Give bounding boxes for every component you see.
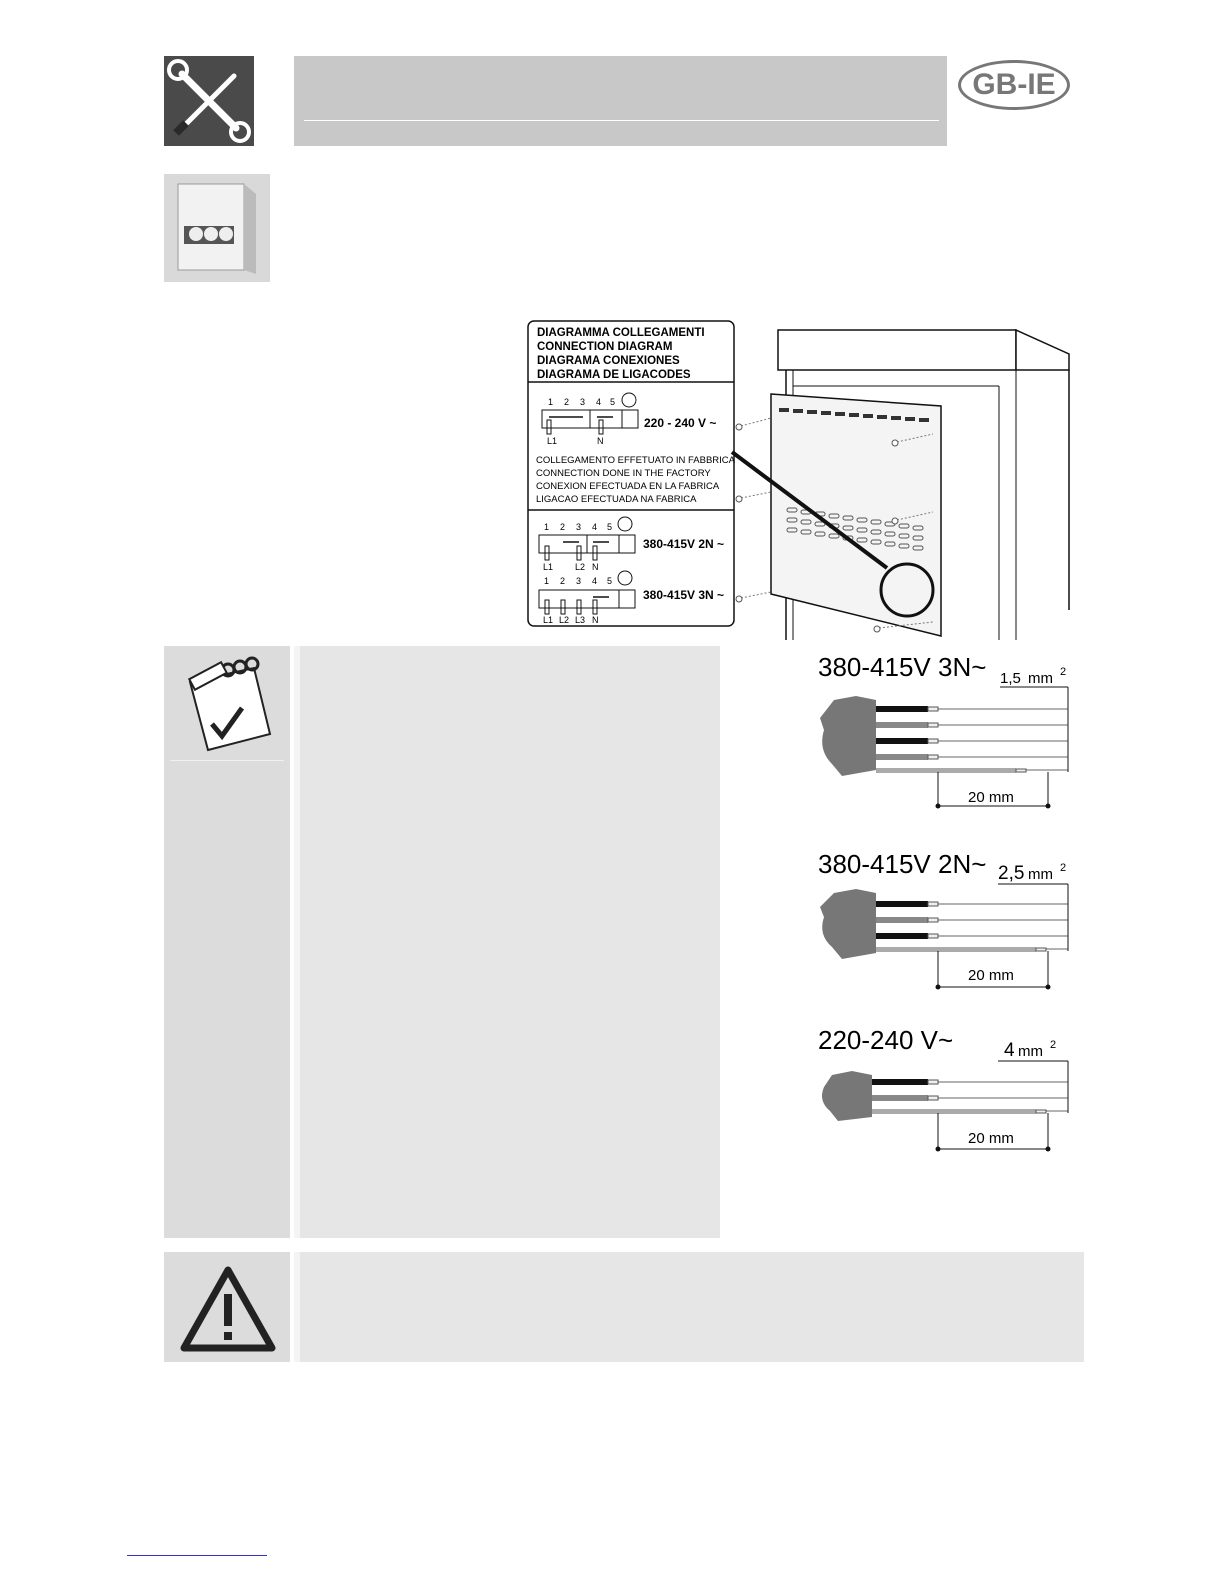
- svg-text:2: 2: [564, 397, 570, 407]
- diagram-title-pt: DIAGRAMA DE LIGACODES: [537, 369, 691, 381]
- svg-text:N: N: [592, 562, 599, 572]
- notepad-icon: [170, 652, 284, 761]
- svg-text:2: 2: [1050, 1039, 1057, 1051]
- voltage-2n: 380-415V 2N ~: [643, 537, 725, 551]
- svg-text:L2: L2: [575, 562, 586, 572]
- factory-note-en: CONNECTION DONE IN THE FACTORY: [536, 468, 711, 479]
- tools-icon: [164, 56, 254, 146]
- svg-text:3: 3: [576, 522, 582, 532]
- language-badge: GB-IE: [958, 60, 1070, 110]
- header-bar: [294, 56, 947, 146]
- cable-3n-strip: 20 mm: [968, 789, 1014, 806]
- factory-note-es: CONEXION EFECTUADA EN LA FABRICA: [536, 481, 720, 492]
- cable-220-strip: 20 mm: [968, 1130, 1014, 1147]
- diagram-title-es: DIAGRAMA CONEXIONES: [537, 355, 680, 367]
- cable-2n-strip: 20 mm: [968, 967, 1014, 984]
- cable-220-title: 220-240 V~: [818, 1025, 954, 1055]
- svg-text:mm: mm: [1028, 670, 1053, 687]
- svg-text:mm: mm: [1018, 1043, 1043, 1060]
- cable-220-section: 4: [1004, 1040, 1015, 1061]
- svg-text:L1: L1: [547, 436, 558, 446]
- svg-text:L1: L1: [543, 562, 554, 572]
- cable-diagram-220: [812, 1025, 1082, 1160]
- svg-text:4: 4: [592, 576, 598, 586]
- factory-note-pt: LIGACAO EFECTUADA NA FABRICA: [536, 494, 697, 505]
- warning-icon: [178, 1264, 278, 1354]
- cable-diagram-3n: [812, 648, 1082, 818]
- warning-icon-column: [164, 1252, 290, 1362]
- cable-3n-title: 380-415V 3N~: [818, 652, 987, 682]
- cable-2n-title: 380-415V 2N~: [818, 849, 987, 879]
- svg-text:2: 2: [1060, 666, 1067, 678]
- diagram-title-en: CONNECTION DIAGRAM: [537, 341, 673, 353]
- diagram-title-it: DIAGRAMMA COLLEGAMENTI: [537, 327, 705, 339]
- footer-rule: [127, 1555, 267, 1557]
- factory-note-it: COLLEGAMENTO EFFETUATO IN FABBRICA: [536, 455, 735, 466]
- svg-text:mm: mm: [1028, 866, 1053, 883]
- svg-text:3: 3: [576, 576, 582, 586]
- svg-text:5: 5: [610, 397, 616, 407]
- warning-text-area: [294, 1252, 1084, 1362]
- switch-icon: [164, 174, 270, 282]
- svg-text:3: 3: [580, 397, 586, 407]
- svg-text:1: 1: [544, 576, 550, 586]
- svg-text:L3: L3: [575, 615, 586, 625]
- svg-text:L1: L1: [543, 615, 554, 625]
- connection-diagram-panel: [527, 320, 735, 627]
- svg-text:4: 4: [596, 397, 602, 407]
- svg-text:N: N: [592, 615, 599, 625]
- cable-2n-section: 2,5: [998, 863, 1025, 884]
- svg-text:1: 1: [548, 397, 554, 407]
- svg-text:2: 2: [560, 522, 566, 532]
- voltage-3n: 380-415V 3N ~: [643, 588, 725, 602]
- cable-3n-section: 1,5: [1000, 670, 1021, 687]
- svg-text:5: 5: [607, 522, 613, 532]
- voltage-220: 220 - 240 V ~: [644, 416, 717, 430]
- note-text-area: [294, 646, 720, 1238]
- note-icon-column: [164, 646, 290, 1238]
- appliance-rear-illustration: [727, 326, 1077, 640]
- svg-text:N: N: [597, 436, 604, 446]
- svg-text:2: 2: [560, 576, 566, 586]
- svg-text:1: 1: [544, 522, 550, 532]
- svg-text:5: 5: [607, 576, 613, 586]
- svg-text:4: 4: [592, 522, 598, 532]
- cable-diagram-2n: [812, 845, 1082, 995]
- svg-text:2: 2: [1060, 862, 1067, 874]
- svg-text:L2: L2: [559, 615, 570, 625]
